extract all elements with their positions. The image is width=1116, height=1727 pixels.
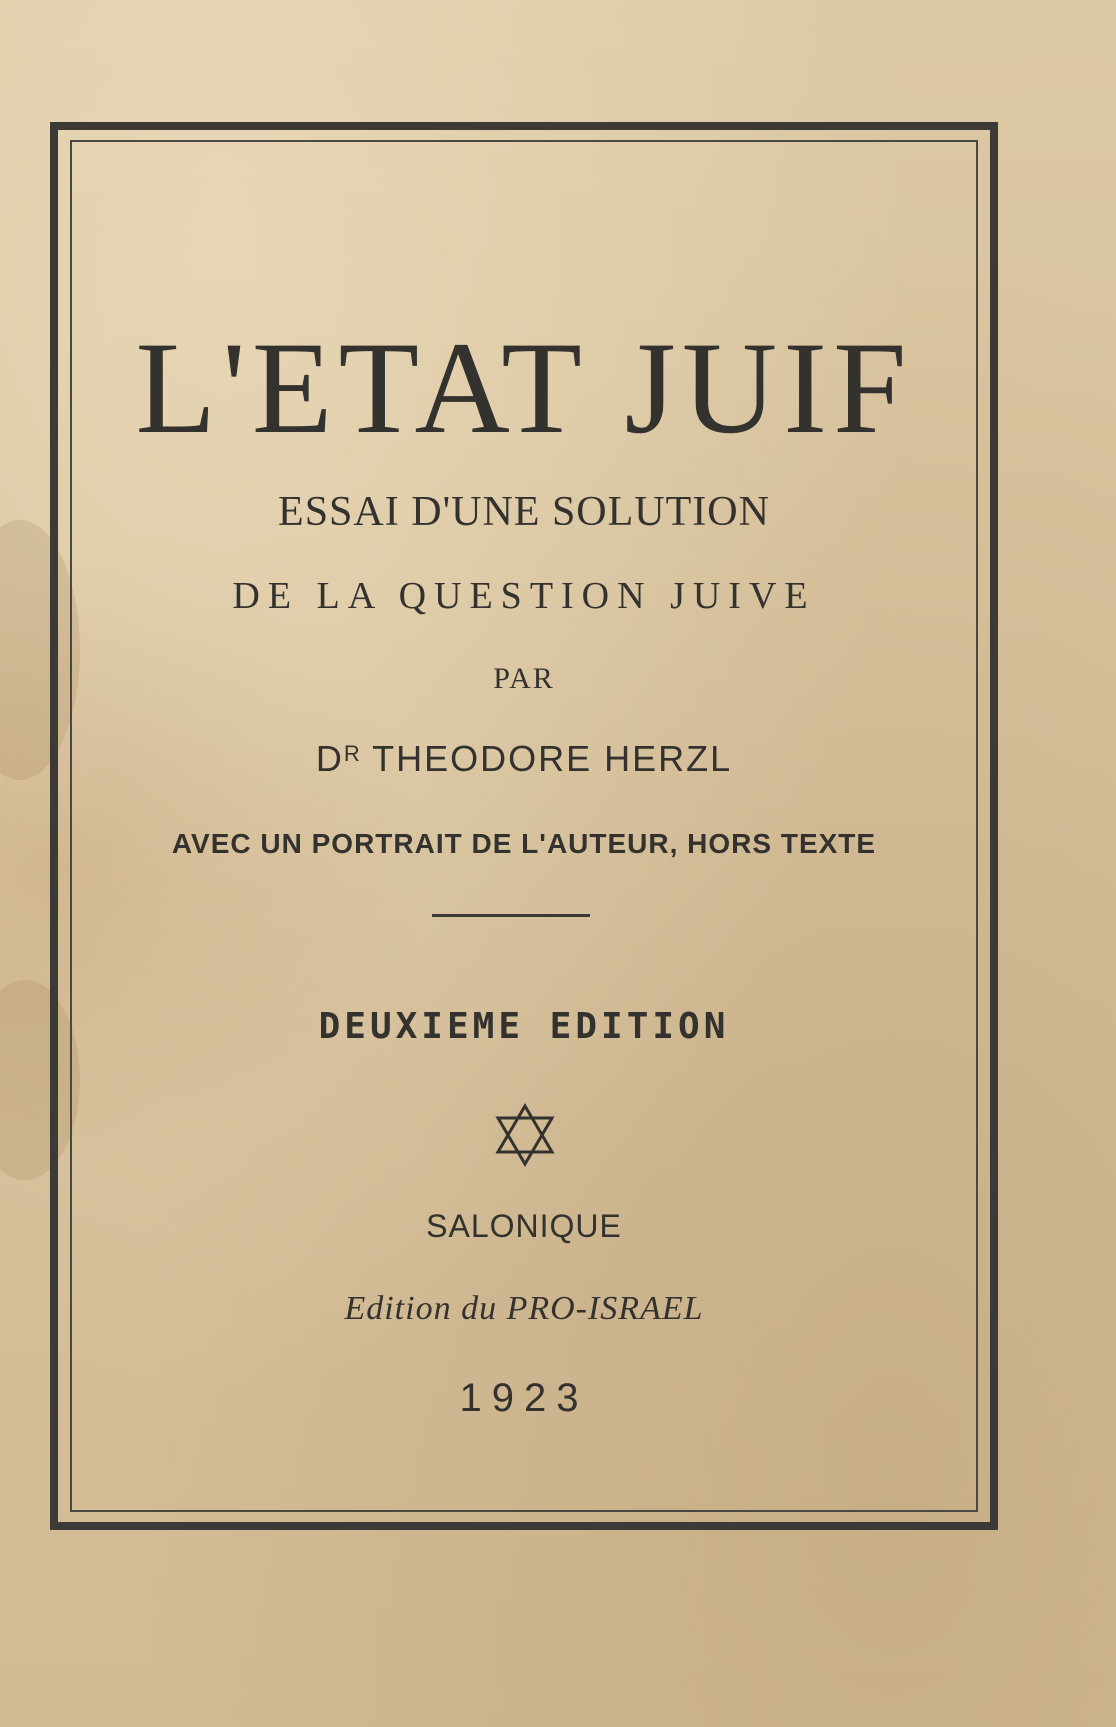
by-line: PAR	[493, 662, 555, 695]
subtitle-line-2: DE LA QUESTION JUIVE	[232, 575, 816, 617]
title-page-content	[70, 140, 978, 1512]
edition-label: DEUXIEME EDITION	[318, 1006, 730, 1047]
publication-year: 1923	[459, 1376, 589, 1420]
star-of-david-icon	[492, 1102, 558, 1168]
author-title-superscript: R	[343, 741, 361, 766]
portrait-note: AVEC UN PORTRAIT DE L'AUTEUR, HORS TEXTE	[171, 828, 877, 859]
book-title: L'ETAT JUIF	[135, 314, 913, 461]
subtitle-line-1: ESSAI D'UNE SOLUTION	[278, 489, 770, 535]
author-name: THEODORE HERZL	[372, 738, 733, 779]
author-title-prefix: D	[315, 738, 344, 779]
author-line	[70, 738, 978, 780]
divider-rule	[432, 914, 590, 917]
publisher-line: Edition du PRO-ISRAEL	[344, 1290, 704, 1327]
publication-city: SALONIQUE	[426, 1208, 622, 1244]
